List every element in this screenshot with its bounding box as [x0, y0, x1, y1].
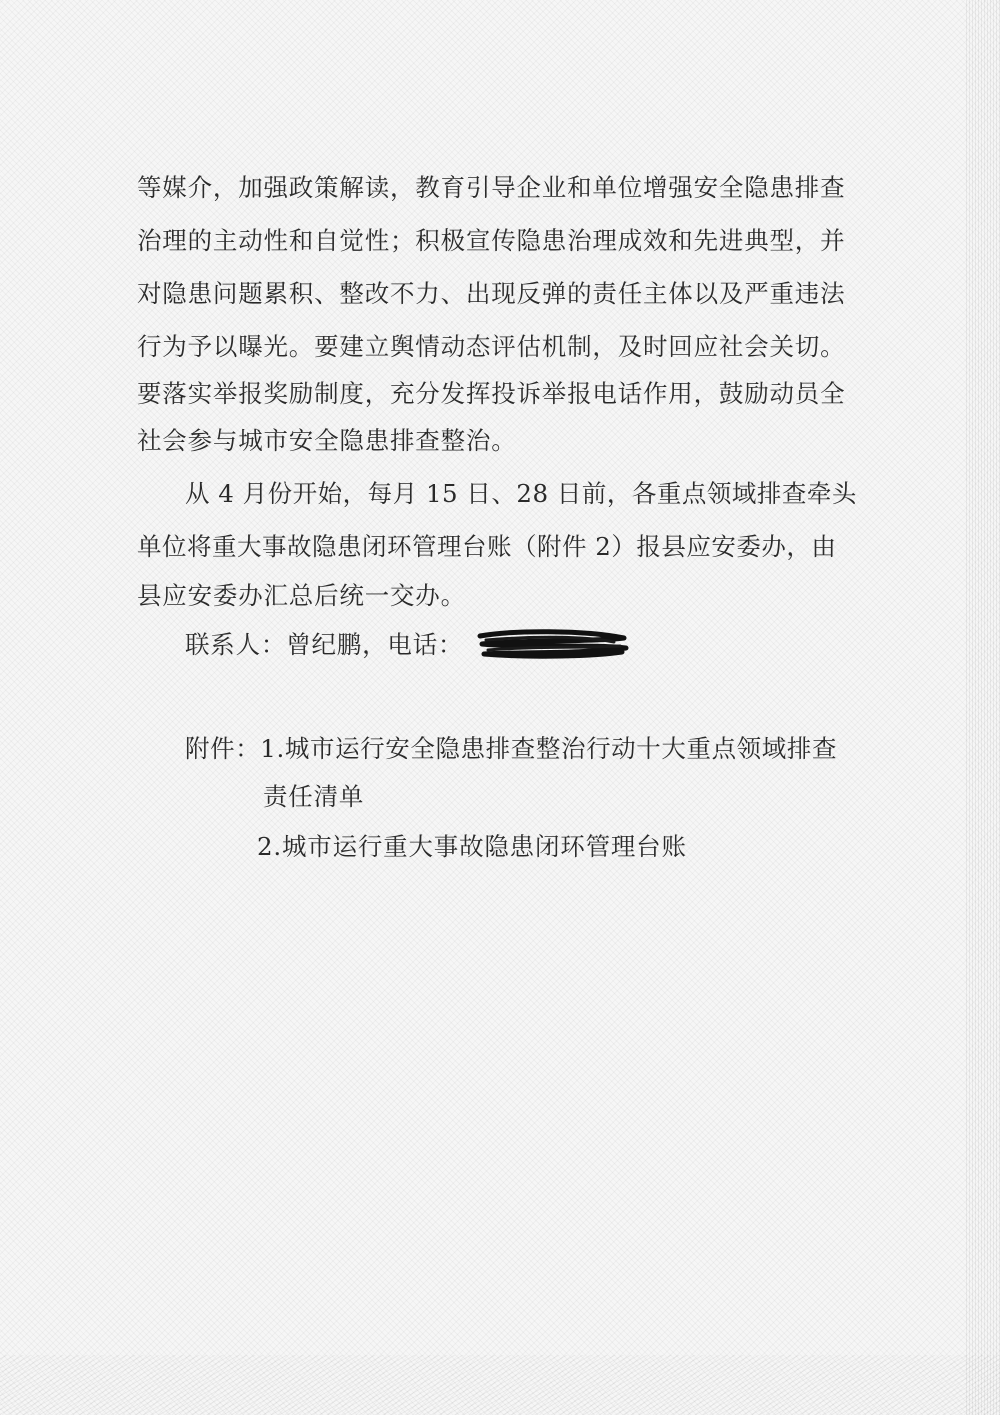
body-line-3: 对隐患问题累积、整改不力、出现反弹的责任主体以及严重违法 — [137, 279, 846, 308]
contact-line: 联系人：曾纪鹏，电话： — [185, 630, 464, 659]
body-line-2: 治理的主动性和自觉性；积极宣传隐患治理成效和先进典型，并 — [137, 226, 846, 255]
attachment-1-line-1: 附件：1.城市运行安全隐患排查整治行动十大重点领域排查 — [185, 734, 838, 763]
body-line-5: 要落实举报奖励制度，充分发挥投诉举报电话作用，鼓励动员全 — [137, 379, 846, 408]
body-line-7: 从 4 月份开始，每月 15 日、28 日前，各重点领域排查牵头 — [185, 479, 857, 508]
body-line-9: 县应安委办汇总后统一交办。 — [137, 581, 466, 610]
attachment-1-line-2: 责任清单 — [263, 782, 365, 811]
redacted-phone-scribble — [474, 626, 632, 662]
body-line-6: 社会参与城市安全隐患排查整治。 — [137, 426, 517, 455]
scan-edge-right — [966, 0, 1000, 1415]
scan-edge-bottom — [0, 1355, 1000, 1415]
body-line-1: 等媒介，加强政策解读，教育引导企业和单位增强安全隐患排查 — [137, 173, 846, 202]
body-line-4: 行为予以曝光。要建立舆情动态评估机制，及时回应社会关切。 — [137, 332, 846, 361]
attachment-2: 2.城市运行重大事故隐患闭环管理台账 — [257, 832, 687, 861]
body-line-8: 单位将重大事故隐患闭环管理台账（附件 2）报县应安委办，由 — [137, 532, 837, 561]
